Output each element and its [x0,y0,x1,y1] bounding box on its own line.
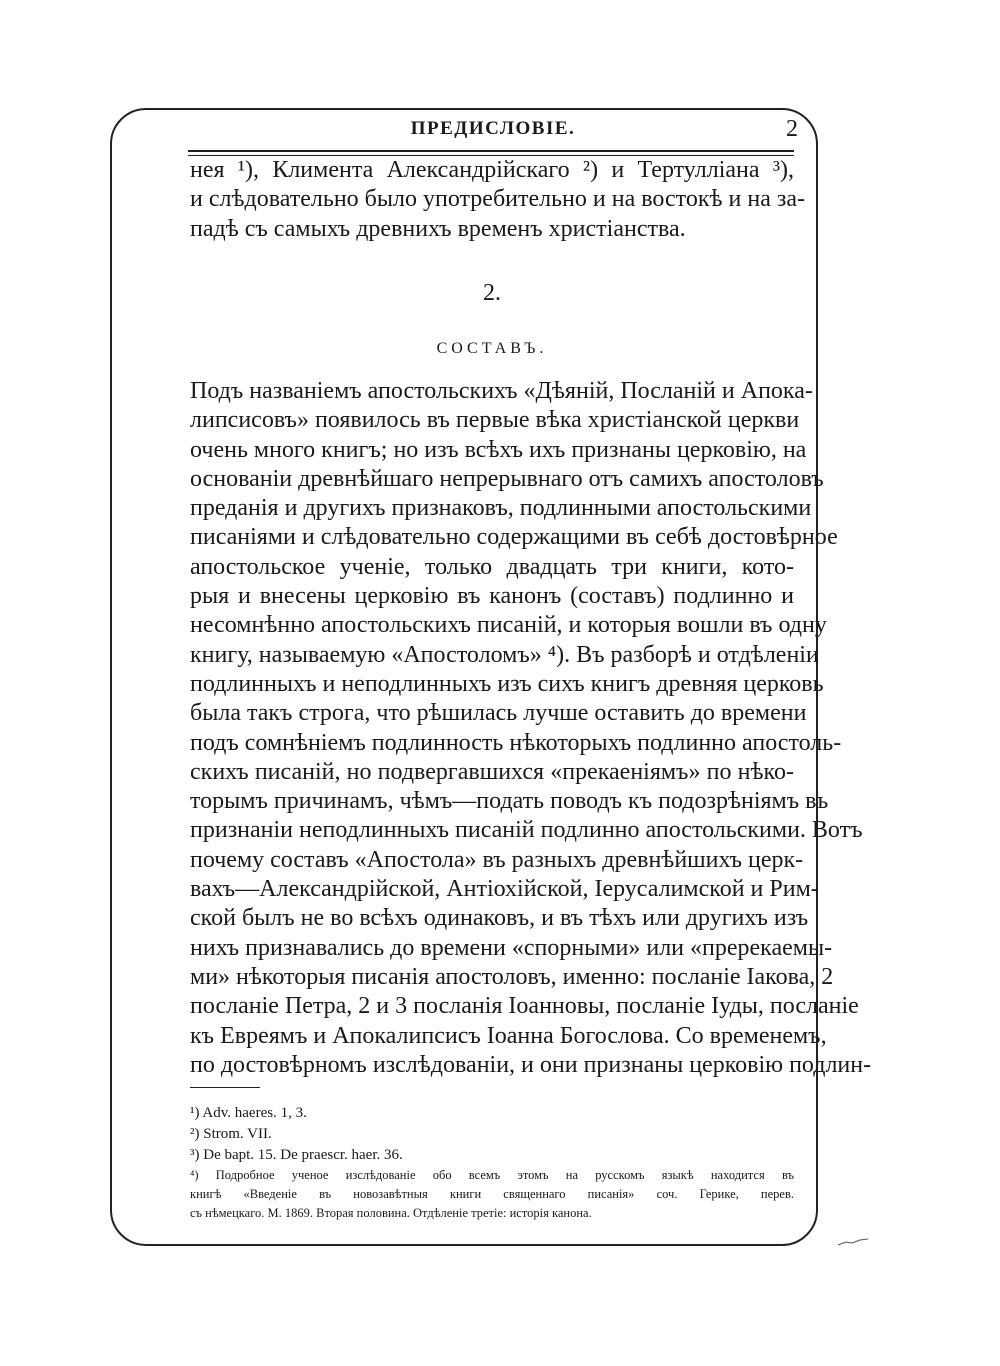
text-line: подъ сомнѣніемъ подлинность нѣкоторыхъ подлинно апостоль- [190,729,842,756]
text-line: основаніи древнѣйшаго непрерывнаго отъ самихъ апостоловъ [190,465,824,492]
text-line: скихъ писаній, но подвергавшихся «прекаеніямъ» по нѣко- [190,758,794,785]
text-line: книгу, называемую «Апостоломъ» ⁴). Въ разборѣ и отдѣленіи [190,641,819,668]
section-title: СОСТАВЪ. [436,340,548,357]
text-line: ми» нѣкоторыя писанія апостоловъ, именно: посланіе Іакова, 2 [190,963,834,990]
footnote: ³) De bapt. 15. De praescr. haer. 36. [190,1147,403,1163]
text-line: апостольское ученіе, только двадцать три книги, кото- [190,553,794,580]
text-line: писаніями и слѣдовательно содержащими въ себѣ достовѣрное [190,524,838,551]
footnote-rule [190,1087,260,1088]
running-header [188,116,798,146]
text-line: и слѣдовательно было употребительно и на востокѣ и на за- [190,186,805,213]
footnote: съ нѣмецкаго. М. 1869. Вторая половина. Отдѣленіе третіе: исторія канона. [190,1206,592,1220]
text-line: нихъ признавались до времени «спорными» или «пререкаемы- [190,934,833,961]
text-line: липсисовъ» появилось въ первые вѣка христіанской церкви [190,407,800,434]
footnote: ⁴) Подробное ученое изслѣдованіе обо всемъ этомъ на русскомъ языкѣ находится въ [190,1168,794,1182]
text-line: Подъ названіемъ апостольскихъ «Дѣяній, Посланій и Апока- [190,378,813,404]
footnote: ²) Strom. VII. [190,1126,272,1142]
text-line: вахъ—Александрійской, Антіохійской, Іерусалимской и Рим- [190,876,819,903]
text-line: была такъ строга, что рѣшилась лучше оставить до времени [190,700,807,727]
text-line: признаніи неподлинныхъ писаній подлинно апостольскими. Вотъ [190,817,863,844]
footnotes [190,1103,794,1223]
text-line: преданія и другихъ признаковъ, подлинными апостольскими [190,495,812,522]
footnote: книгѣ «Введеніе въ новозавѣтныя книги священнаго писанія» соч. Герике, перев. [190,1187,794,1201]
header-title: ПРЕДИСЛОВІЕ. [410,118,576,139]
text-line: подлинныхъ и неподлинныхъ изъ сихъ книгъ древняя церковь [190,670,824,697]
intro-text [190,156,805,244]
text-line: торымъ причинамъ, чѣмъ—подать поводъ къ подозрѣніямъ въ [190,788,829,815]
text-line: по достовѣрномъ изслѣдованіи, и они признаны церковію подлин- [190,1051,872,1078]
footnote: ¹) Adv. haeres. 1, 3. [190,1105,307,1121]
text-line: очень много книгъ; но изъ всѣхъ ихъ признаны церковію, на [190,436,807,463]
main-paragraph [190,377,872,1080]
section-number: 2. [483,280,501,306]
text-line: нея ¹), Климента Александрійскаго ²) и Тертулліана ³), [190,157,794,183]
text-line: падѣ съ самыхъ древнихъ временъ христіанства. [190,215,686,242]
text-line: ской былъ не во всѣхъ одинаковъ, и въ тѣхъ или другихъ изъ [190,905,809,932]
scan-mark [838,1238,868,1246]
text-line: рыя и внесены церковію въ канонъ (составъ) подлинно и [190,583,794,610]
text-line: посланіе Петра, 2 и 3 посланія Іоанновы, посланіе Іуды, посланіе [190,993,859,1020]
page-number: 2 [786,116,798,142]
text-line: несомнѣнно апостольскихъ писаній, и которыя вошли въ одну [190,612,827,639]
text-line: къ Евреямъ и Апокалипсисъ Іоанна Богослова. Со временемъ, [190,1022,827,1049]
text-line: почему составъ «Апостола» въ разныхъ древнѣйшихъ церк- [190,846,804,873]
